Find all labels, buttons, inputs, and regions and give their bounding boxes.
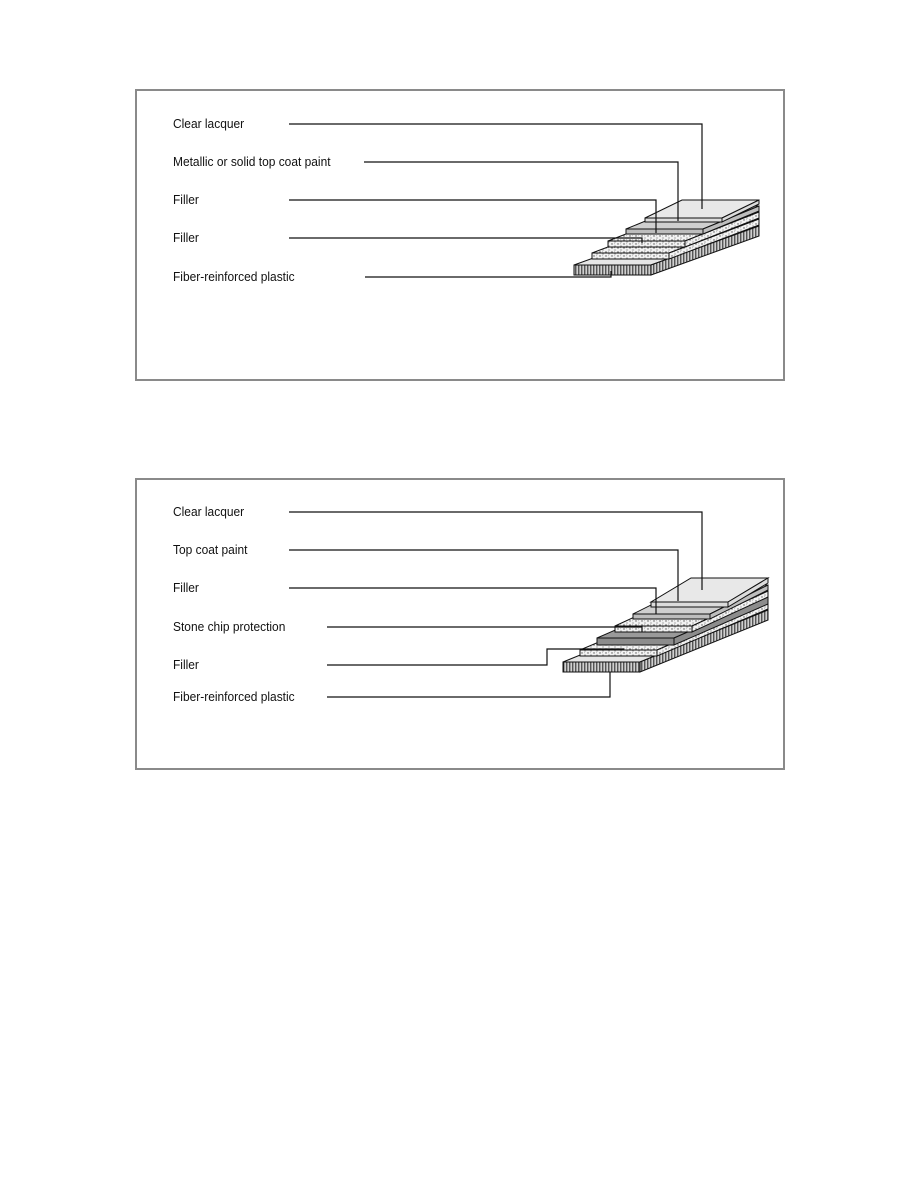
layer-label: Filler [173, 192, 199, 207]
layer-label: Clear lacquer [173, 504, 245, 519]
layer-stack-illustration [137, 91, 783, 379]
layer-label: Top coat paint [173, 542, 248, 557]
layer-label: Metallic or solid top coat paint [173, 154, 331, 169]
layer-label: Filler [173, 230, 199, 245]
layer-label: Fiber-reinforced plastic [173, 689, 295, 704]
layer-label: Clear lacquer [173, 116, 245, 131]
diagram-panel-2 [135, 478, 785, 770]
layer-label: Filler [173, 657, 199, 672]
layer-label: Fiber-reinforced plastic [173, 269, 295, 284]
layer-label: Filler [173, 580, 199, 595]
layer-label: Stone chip protection [173, 619, 286, 634]
diagram-panel-1 [135, 89, 785, 381]
